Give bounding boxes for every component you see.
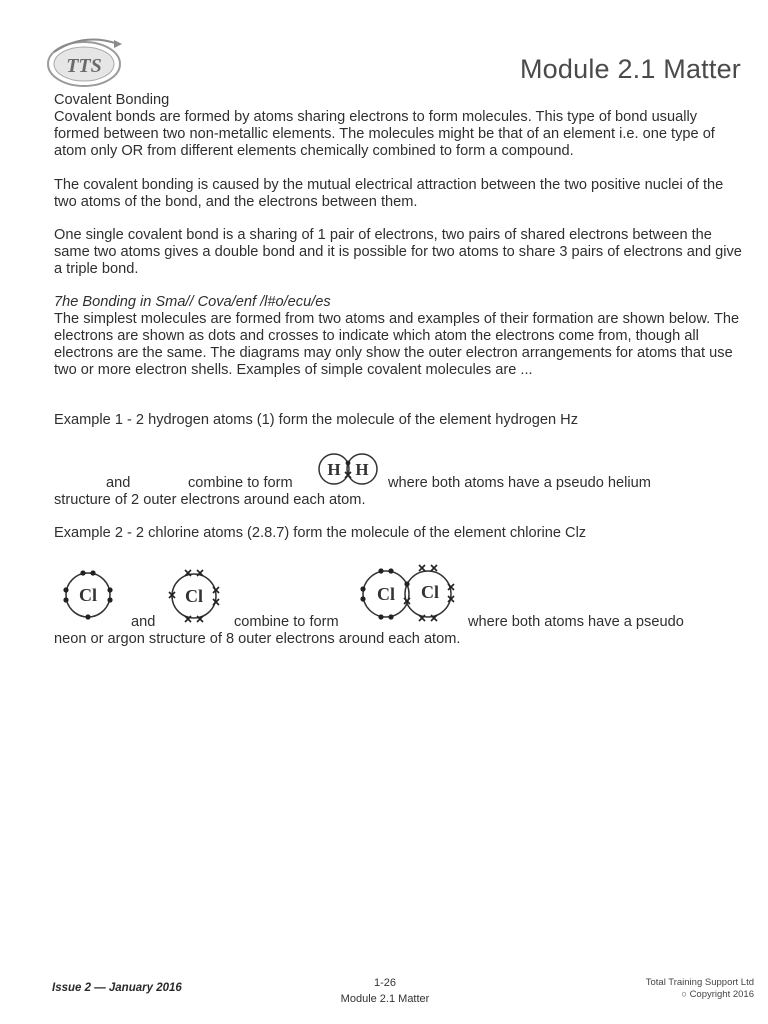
paragraph-2-text: The covalent bonding is caused by the mutual electrical attraction between the two positive nuclei of the two atoms of the bond, and the electrons between them. bbox=[54, 177, 724, 210]
example-1-result-line-1: where both atoms have a pseudo helium bbox=[388, 475, 651, 491]
subheading: 7he Bonding in Sma// Cova/enf /l#o/ecu/es bbox=[54, 294, 331, 310]
chlorine-molecule-atom-1-symbol: Cl bbox=[377, 584, 395, 604]
paragraph-3 bbox=[54, 227, 744, 278]
paragraph-1-text: Covalent bonds are formed by atoms sharing electrons to form molecules. This type of bond usually formed between two non-metallic elements. The molecules might be that of an element i.e. one type of atom only OR from different elements chemically combined to form a compound. bbox=[54, 109, 715, 159]
section-heading: Covalent Bonding bbox=[54, 92, 170, 108]
example-2-title: Example 2 - 2 chlorine atoms (2.8.7) form the molecule of the element chlorine Clz bbox=[54, 525, 587, 541]
chlorine-atom-1-symbol: Cl bbox=[79, 585, 97, 605]
example-1-combine: combine to form bbox=[188, 475, 293, 491]
example-1-title: Example 1 - 2 hydrogen atoms (1) form the molecule of the element hydrogen Hz bbox=[54, 412, 579, 428]
logo-text: TTS bbox=[66, 55, 102, 77]
module-title: Module 2.1 Matter bbox=[519, 54, 741, 84]
chlorine-atom-2-symbol: Cl bbox=[185, 586, 203, 606]
chlorine-atom-dots-diagram bbox=[56, 566, 122, 624]
example-2-result-line-1: where both atoms have a pseudo bbox=[468, 614, 684, 630]
chlorine-molecule-diagram bbox=[352, 562, 464, 626]
paragraph-2 bbox=[54, 177, 744, 211]
footer-module: Module 2.1 Matter bbox=[340, 993, 430, 1005]
footer-company: Total Training Support Ltd bbox=[645, 977, 754, 988]
example-1-and: and bbox=[106, 475, 131, 491]
example-2-result-line-2: neon or argon structure of 8 outer electrons around each atom. bbox=[54, 631, 461, 647]
hydrogen-atom-1-symbol: H bbox=[327, 460, 341, 479]
hydrogen-atom-2-symbol: H bbox=[355, 460, 369, 479]
footer-copyright: ○ Copyright 2016 bbox=[681, 989, 754, 1000]
chlorine-atom-crosses-diagram bbox=[160, 566, 230, 626]
example-2-and: and bbox=[131, 614, 156, 630]
paragraph-3-text: One single covalent bond is a sharing of 1 pair of electrons, two pairs of shared electrons between the same two atoms gives a double bond and it is possible for two atoms to share 3 pairs of electrons and give a triple bond. bbox=[54, 227, 742, 277]
hydrogen-molecule-diagram bbox=[312, 452, 384, 486]
footer-right bbox=[646, 977, 754, 1001]
chlorine-molecule-atom-2-symbol: Cl bbox=[421, 582, 439, 602]
paragraph-4-text: The simplest molecules are formed from two atoms and examples of their formation are shown below. The electrons are shown as dots and crosses to indicate which atom the electrons come from, though all electrons are the same. The diagrams may only show the outer electron arrangements for atoms that use two or more electron shells. Examples of simple covalent molecules are ... bbox=[54, 311, 740, 378]
paragraph-4 bbox=[54, 294, 744, 379]
example-1-result-line-2: structure of 2 outer electrons around each atom. bbox=[54, 492, 366, 508]
paragraph-1 bbox=[54, 109, 744, 160]
footer-page-number: 1-26 bbox=[373, 977, 397, 989]
footer-center bbox=[300, 975, 470, 1007]
company-logo bbox=[44, 30, 126, 92]
example-2-combine: combine to form bbox=[234, 614, 339, 630]
footer-issue: Issue 2 — January 2016 bbox=[52, 982, 182, 994]
